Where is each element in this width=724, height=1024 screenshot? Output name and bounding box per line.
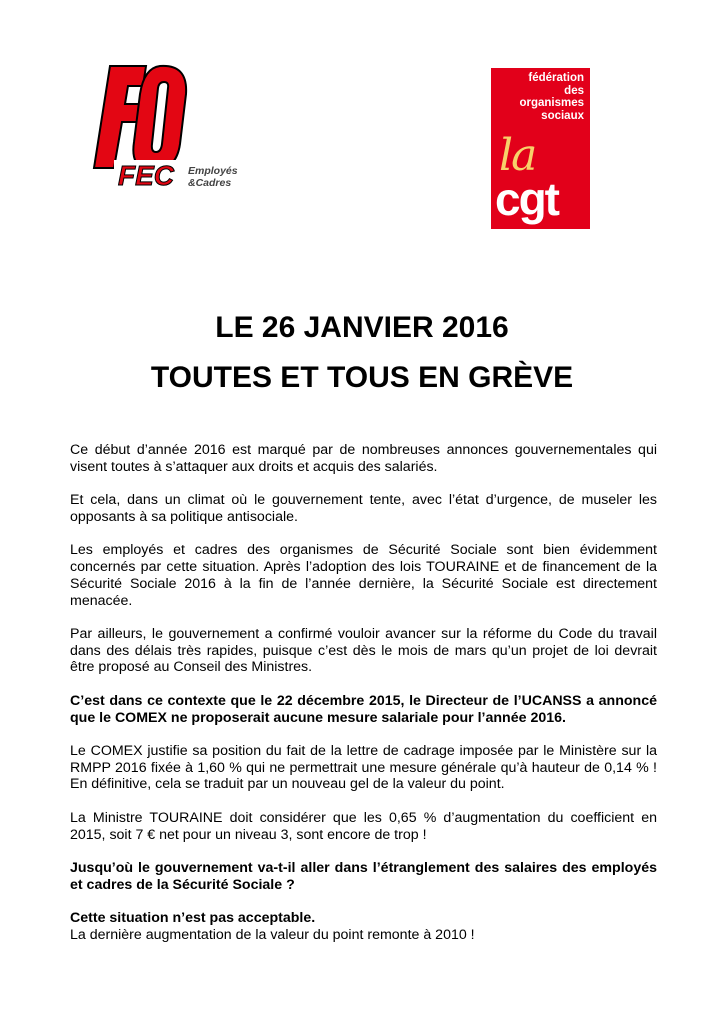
paragraph: Les employés et cadres des organismes de Sécurité Sociale sont bien évidemment concernés par cette situation. Après l’adoption des lois TOURAINE et de financement de la Sécurité Sociale 2016 à la fin de l’année dernière, la Sécurité Sociale est directement menacée. (70, 542, 657, 609)
paragraph: Par ailleurs, le gouvernement a confirmé vouloir avancer sur la réforme du Code du travail dans des délais très rapides, puisque c’est dès le mois de mars qu’un projet de loi devrait être proposé au Conseil des Ministres. (70, 625, 657, 676)
cgt-logo (491, 68, 590, 229)
document-body (70, 442, 657, 960)
closing-bold-line: Cette situation n’est pas acceptable. (70, 909, 316, 926)
paragraph: Ce début d’année 2016 est marqué par de nombreuses annonces gouvernementales qui visent toutes à s’attaquer aux droits et acquis des salariés. (70, 442, 657, 475)
paragraph-bold: Jusqu’où le gouvernement va-t-il aller dans l’étranglement des salaires des employés et cadres de la Sécurité Sociale ? (70, 859, 657, 893)
cgt-la-script: la (499, 130, 536, 181)
closing-line: La dernière augmentation de la valeur du point remonte à 2010 ! (70, 926, 475, 943)
fec-text: FEC (118, 160, 174, 191)
cgt-line: fédération (528, 72, 584, 84)
paragraph: La Ministre TOURAINE doit considérer que les 0,65 % d’augmentation du coefficient en 2015, soit 7 € net pour un niveau 3, sont encore de trop ! (70, 809, 657, 843)
closing-paragraph (70, 910, 657, 944)
paragraph-bold: C’est dans ce contexte que le 22 décembre 2015, le Directeur de l’UCANSS a annoncé que le COMEX ne proposerait aucune mesure salariale pour l’année 2016. (70, 692, 657, 726)
fo-fec-logo (88, 64, 248, 194)
cgt-wordmark: cgt (495, 173, 558, 225)
paragraph: Le COMEX justifie sa position du fait de la lettre de cadrage imposée par le Ministère sur la RMPP 2016 fixée à 1,60 % qui ne permettrait une mesure générale qu’à hauteur de 0,14 % ! En définitive, cela se traduit par un nouveau gel de la valeur du point. (70, 742, 657, 793)
fec-tagline-2: &Cadres (188, 177, 232, 189)
cgt-line: des (564, 84, 584, 97)
fec-tagline-1: Employés (188, 165, 238, 177)
fo-fec-logo-graphic (88, 64, 248, 194)
cgt-line: sociaux (541, 109, 584, 122)
cgt-line: organismes (519, 97, 584, 109)
cgt-federation-text (491, 72, 590, 122)
page-title-strike: TOUTES ET TOUS EN GRÈVE (150, 361, 574, 394)
paragraph: Et cela, dans un climat où le gouvernement tente, avec l’état d’urgence, de museler les opposants à sa politique antisociale. (70, 492, 657, 525)
page-title-date: LE 26 JANVIER 2016 (215, 311, 509, 344)
